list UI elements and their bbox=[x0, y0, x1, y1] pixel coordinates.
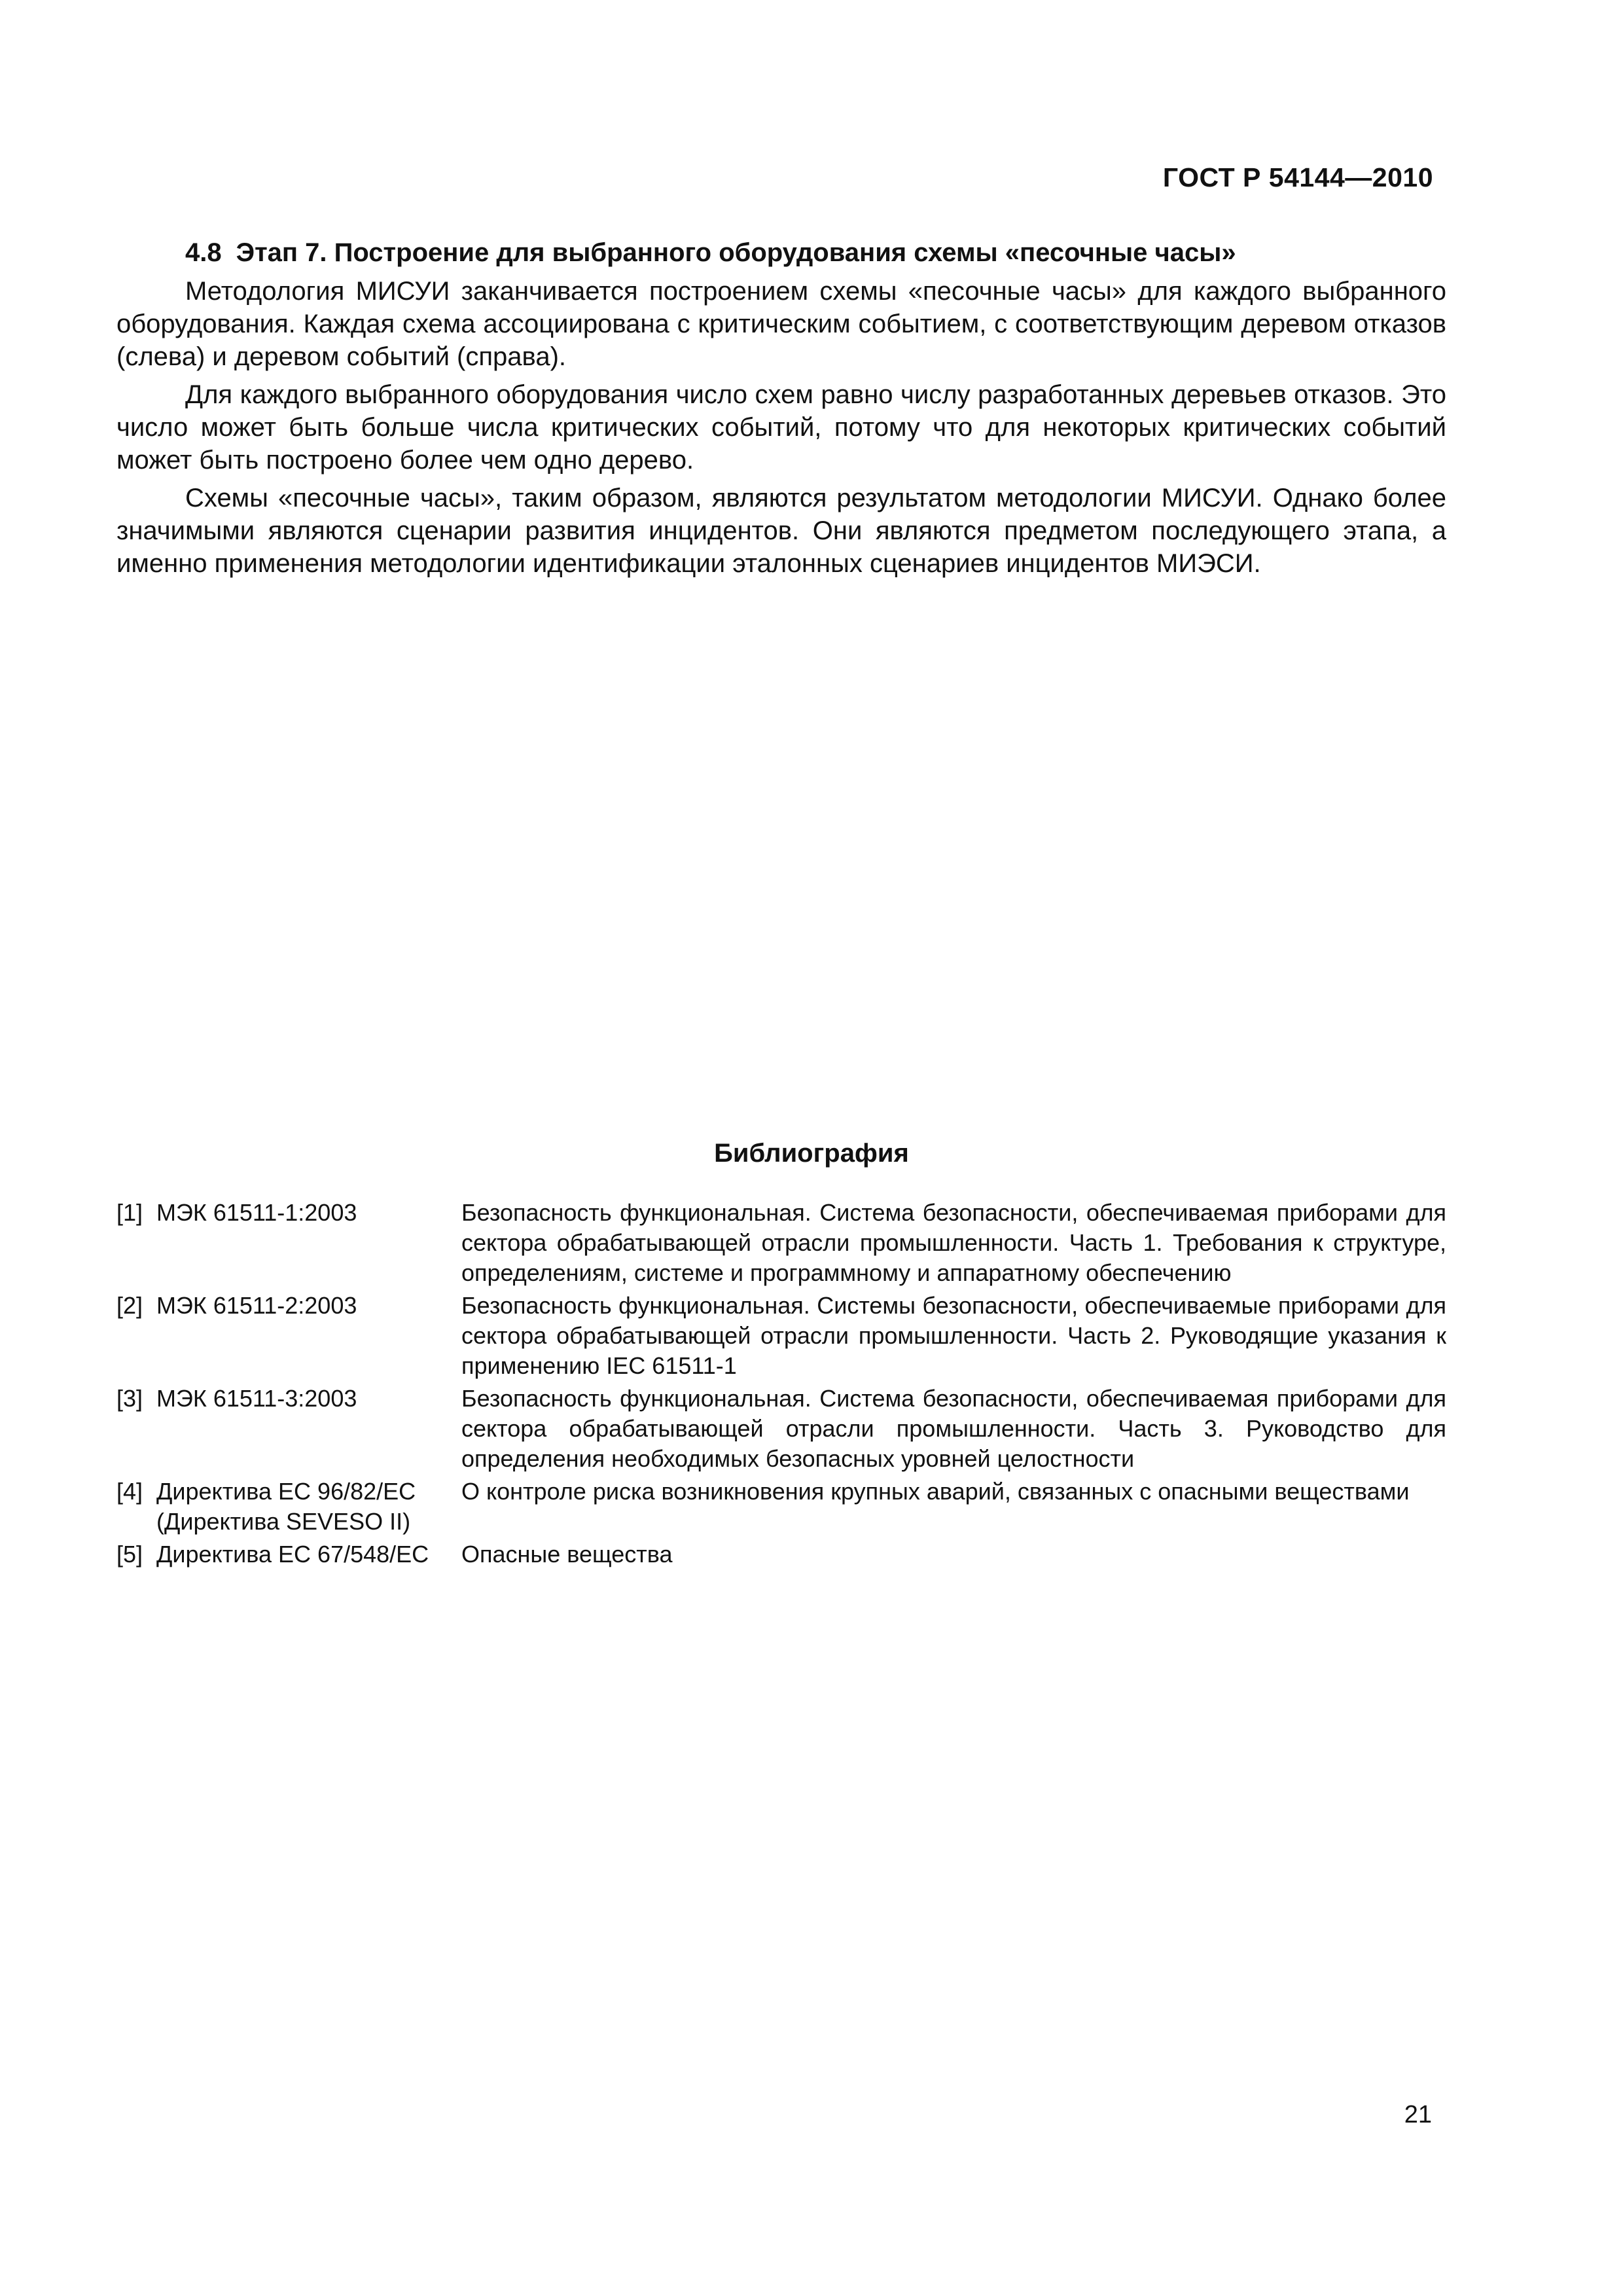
entry-source: Директива ЕС 96/82/ЕС (Директива SEVESO II) bbox=[156, 1477, 461, 1537]
bibliography-list bbox=[116, 1198, 1446, 1572]
entry-source: МЭК 61511-2:2003 bbox=[156, 1292, 357, 1319]
bibliography-entry bbox=[116, 1539, 1446, 1570]
section-4-8 bbox=[116, 236, 1446, 585]
entry-number: [5] bbox=[116, 1541, 143, 1568]
entry-source: МЭК 61511-3:2003 bbox=[156, 1385, 357, 1412]
entry-number: [1] bbox=[116, 1199, 143, 1226]
section-title: Этап 7. Построение для выбранного оборудования схемы «песочные часы» bbox=[236, 238, 1236, 267]
entry-number: [2] bbox=[116, 1292, 143, 1319]
entry-description: Опасные вещества bbox=[461, 1541, 673, 1568]
entry-source: Директива ЕС 67/548/ЕС bbox=[156, 1541, 429, 1568]
section-heading bbox=[116, 236, 1446, 270]
paragraph: Для каждого выбранного оборудования число схем равно числу разработанных деревьев отказов. Это число может быть больше числа критических событий, потому что для некоторых критических событий может быть построено более чем одно дерево. bbox=[116, 380, 1446, 475]
paragraph: Методология МИСУИ заканчивается построением схемы «песочные часы» для каждого выбранного оборудования. Каждая схема ассоциирована с критическим событием, с соответствующим деревом отказов (слева) и деревом событий (справа). bbox=[116, 277, 1446, 371]
entry-description: Безопасность функциональная. Системы безопасности, обеспечиваемые приборами для сектора обрабатывающей отрасли промышленности. Часть 2. Руководящие указания к применению IEC 61511-1 bbox=[461, 1292, 1446, 1379]
paragraph: Схемы «песочные часы», таким образом, являются результатом методологии МИСУИ. Однако более значимыми являются сценарии развития инцидентов. Они являются предметом последующего этапа, а именно применения методологии идентификации эталонных сценариев инцидентов МИЭСИ. bbox=[116, 484, 1446, 578]
entry-description: Безопасность функциональная. Система безопасности, обеспечиваемая приборами для сектора обрабатывающей отрасли промышленности. Часть 1. Требования к структуре, определениям, системе и программному и аппаратному обеспечению bbox=[461, 1199, 1446, 1286]
entry-description: О контроле риска возникновения крупных аварий, связанных с опасными веществами bbox=[461, 1478, 1410, 1505]
document-code: ГОСТ Р 54144—2010 bbox=[1162, 162, 1433, 192]
bibliography-entry bbox=[116, 1198, 1446, 1288]
section-number: 4.8 bbox=[185, 238, 222, 267]
entry-source-note: (Директива SEVESO II) bbox=[156, 1508, 411, 1535]
bibliography-entry bbox=[116, 1477, 1446, 1537]
entry-number: [4] bbox=[116, 1478, 143, 1505]
entry-source: МЭК 61511-1:2003 bbox=[156, 1199, 357, 1226]
bibliography-entry bbox=[116, 1291, 1446, 1381]
page-number: 21 bbox=[1404, 2101, 1432, 2128]
bibliography-entry bbox=[116, 1384, 1446, 1474]
bibliography-title: Библиография bbox=[714, 1139, 909, 1168]
entry-description: Безопасность функциональная. Система безопасности, обеспечиваемая приборами для сектора обрабатывающей отрасли промышленности. Часть 3. Руководство для определения необходимых безопасных уровней целостности bbox=[461, 1385, 1446, 1472]
entry-number: [3] bbox=[116, 1385, 143, 1412]
